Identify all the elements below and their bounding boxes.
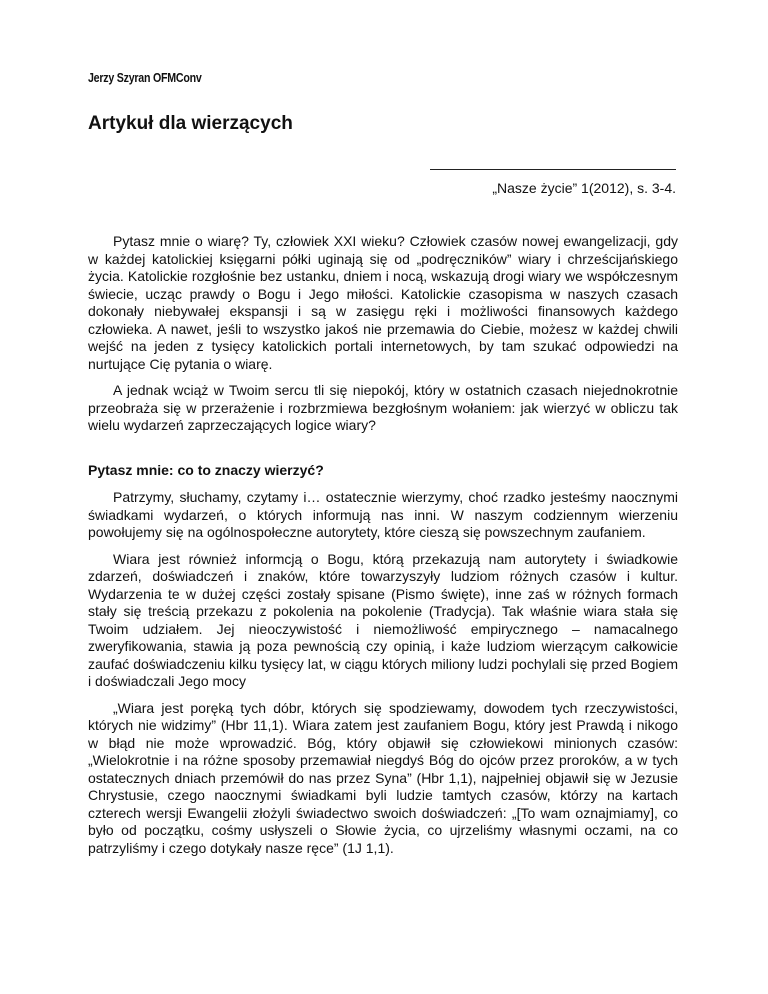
section-paragraph-3: „Wiara jest poręką tych dóbr, których się spodziewamy, dowodem tych rzeczywistości, których nie widzimy” (Hbr 11,1). Wiara zatem jest zaufaniem Bogu, który jest Prawdą i nikogo w błąd nie może wprowadzić. Bóg, który objawił się człowiekowi minionych czasów: „Wielokrotnie i na różne sposoby przemawiał niegdyś Bóg do ojców przez proroków, a w tych ostatecznych dniach przemówił do nas przez Syna” (Hbr 1,1), najpełniej objawił się w Jezusie Chrystusie, czego naocznymi świadkami byli ludzie tamtych czasów, którzy na kartach czterech wersji Ewangelii złożyli świadectwo swoich doświadczeń: „[To wam oznajmiamy], co było od początku, cośmy usłyszeli o Słowie życia, co ujrzeliśmy własnymi oczami, na co patrzyliśmy i czego dotykały nasze ręce” (1J 1,1).: [88, 699, 678, 856]
article-body: [88, 233, 678, 866]
section-paragraph-1: Patrzymy, słuchamy, czytamy i… ostatecznie wierzymy, choć rzadko jesteśmy naocznymi świadkami wydarzeń, o których informują nas inni. W naszym codziennym wierzeniu powołujemy się na ogólnospołeczne autorytety, które cieszą się powszechnym zaufaniem.: [88, 489, 678, 540]
section-paragraph-2: Wiara jest również informcją o Bogu, którą przekazują nam autorytety i świadkowie zdarzeń, doświadczeń i znaków, które towarzyszyły ludziom różnych czasów i kultur. Wydarzenia te w dużej części zostały spisane (Pismo święte), inne zaś w różnych formach stały się treścią przekazu z pokolenia na pokolenie (Tradycja). Tak właśnie wiara stała się Twoim udziałem. Jej nieoczywistość i niemożliwość empirycznego – namacalnego zweryfikowania, stawia ją poza pewnością czy opinią, i każe ludziom wierzącym całkowicie zaufać doświadczeniu kilku tysięcy lat, w ciągu których miliony ludzi pochylali się przed Bogiem i doświadczali Jego mocy: [88, 550, 678, 689]
intro-paragraph-2: A jednak wciąż w Twoim sercu tli się niepokój, który w ostatnich czasach niejednokrotnie przeobraża się w przerażenie i rozbrzmiewa bezgłośnym wołaniem: jak wierzyć w obliczu tak wielu wydarzeń zaprzeczających logice wiary?: [88, 382, 678, 433]
author-name: Jerzy Szyran OFMConv: [88, 70, 202, 85]
intro-paragraph-1: Pytasz mnie o wiarę? Ty, człowiek XXI wieku? Człowiek czasów nowej ewangelizacji, gdy w każdej katolickiej księgarni półki uginają się od „podręczników” wiary i chrześcijańskiego życia. Katolickie rozgłośnie bez ustanku, dniem i nocą, wskazują drogi wiary we współczesnym świecie, ucząc prawdy o Bogu i Jego miłości. Katolickie czasopisma w naszych czasach dokonały niebywałej ekspansji i są w zasięgu ręki i możliwości finansowych każdego człowieka. A nawet, jeśli to wszystko jakoś nie przemawia do Ciebie, możesz w każdej chwili wejść na jeden z tysięcy katolickich portali internetowych, by tam szukać odpowiedzi na nurtujące Cię pytania o wiarę.: [88, 233, 678, 372]
source-citation: „Nasze życie” 1(2012), s. 3-4.: [492, 180, 676, 196]
source-divider: [430, 169, 676, 170]
article-title: Artykuł dla wierzących: [88, 113, 293, 134]
section-heading: Pytasz mnie: co to znaczy wierzyć?: [88, 461, 324, 478]
